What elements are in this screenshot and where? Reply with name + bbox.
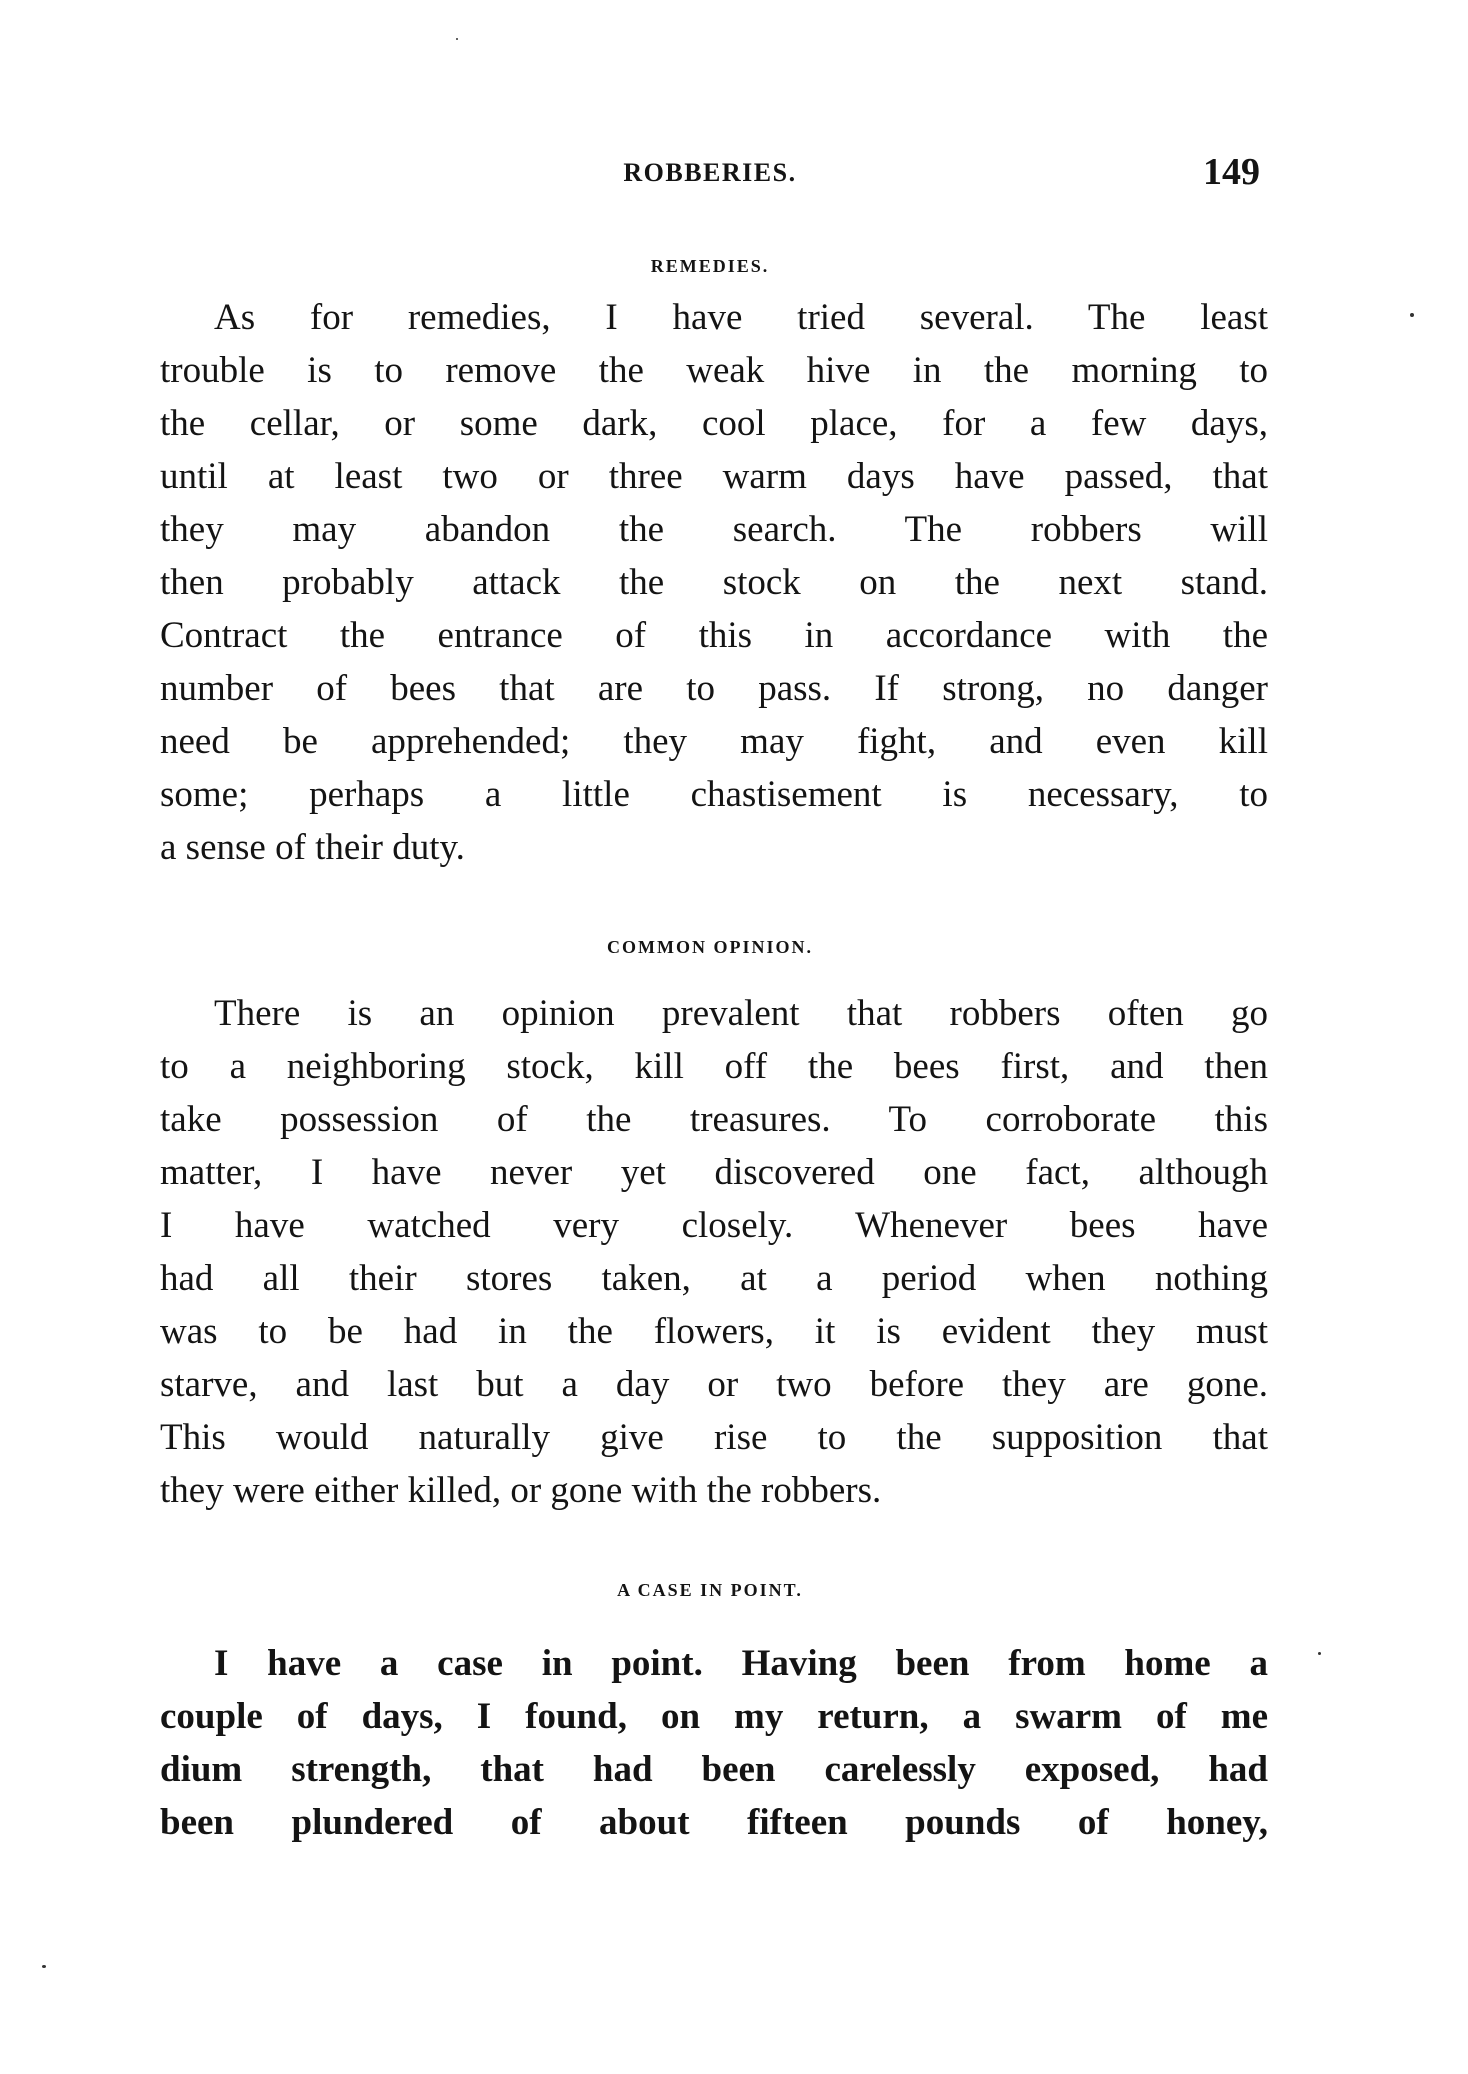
text-line: number of bees that are to pass. If strong, no danger <box>160 668 1268 709</box>
running-header <box>160 150 1260 194</box>
scan-speck <box>456 38 458 40</box>
text-line: As for remedies, I have tried several. The least <box>214 297 1268 338</box>
text-line: dium strength, that had been carelessly exposed, had <box>160 1749 1268 1790</box>
text-line: they may abandon the search. The robbers will <box>160 509 1268 550</box>
text-line: to a neighboring stock, kill off the bees first, and then <box>160 1046 1268 1087</box>
text-line: This would naturally give rise to the supposition that <box>160 1417 1268 1458</box>
section-heading-remedies: REMEDIES. <box>650 256 770 276</box>
running-title: ROBBERIES. <box>623 158 797 187</box>
scan-speck <box>1410 313 1414 317</box>
text-line: I have a case in point. Having been from home a <box>214 1643 1268 1684</box>
section-heading-case-in-point: A CASE IN POINT. <box>617 1580 803 1600</box>
paragraph-remedies <box>160 291 1268 874</box>
text-line: need be apprehended; they may fight, and even kill <box>160 721 1268 762</box>
text-line: I have watched very closely. Whenever bees have <box>160 1205 1268 1246</box>
text-line: been plundered of about fifteen pounds of honey, <box>160 1802 1268 1843</box>
paragraph-common-opinion <box>160 987 1268 1517</box>
text-line: they were either killed, or gone with the robbers. <box>160 1470 882 1511</box>
text-line: had all their stores taken, at a period when nothing <box>160 1258 1268 1299</box>
text-line: until at least two or three warm days have passed, that <box>160 456 1268 497</box>
text-line: then probably attack the stock on the next stand. <box>160 562 1268 603</box>
paragraph-case-in-point <box>160 1637 1268 1849</box>
text-line: some; perhaps a little chastisement is necessary, to <box>160 774 1268 815</box>
text-line: take possession of the treasures. To corroborate this <box>160 1099 1268 1140</box>
text-line: trouble is to remove the weak hive in the morning to <box>160 350 1268 391</box>
text-line: matter, I have never yet discovered one fact, although <box>160 1152 1268 1193</box>
text-line: the cellar, or some dark, cool place, for a few days, <box>160 403 1268 444</box>
text-line: Contract the entrance of this in accordance with the <box>160 615 1268 656</box>
text-line: There is an opinion prevalent that robbers often go <box>214 993 1268 1034</box>
section-heading-common-opinion: COMMON OPINION. <box>607 937 813 957</box>
text-line: couple of days, I found, on my return, a swarm of me <box>160 1696 1268 1737</box>
text-line: a sense of their duty. <box>160 827 465 868</box>
scan-speck <box>42 1965 46 1968</box>
scan-speck <box>1318 1652 1321 1655</box>
page-number: 149 <box>1203 151 1260 193</box>
text-line: starve, and last but a day or two before they are gone. <box>160 1364 1268 1405</box>
text-line: was to be had in the flowers, it is evident they must <box>160 1311 1268 1352</box>
